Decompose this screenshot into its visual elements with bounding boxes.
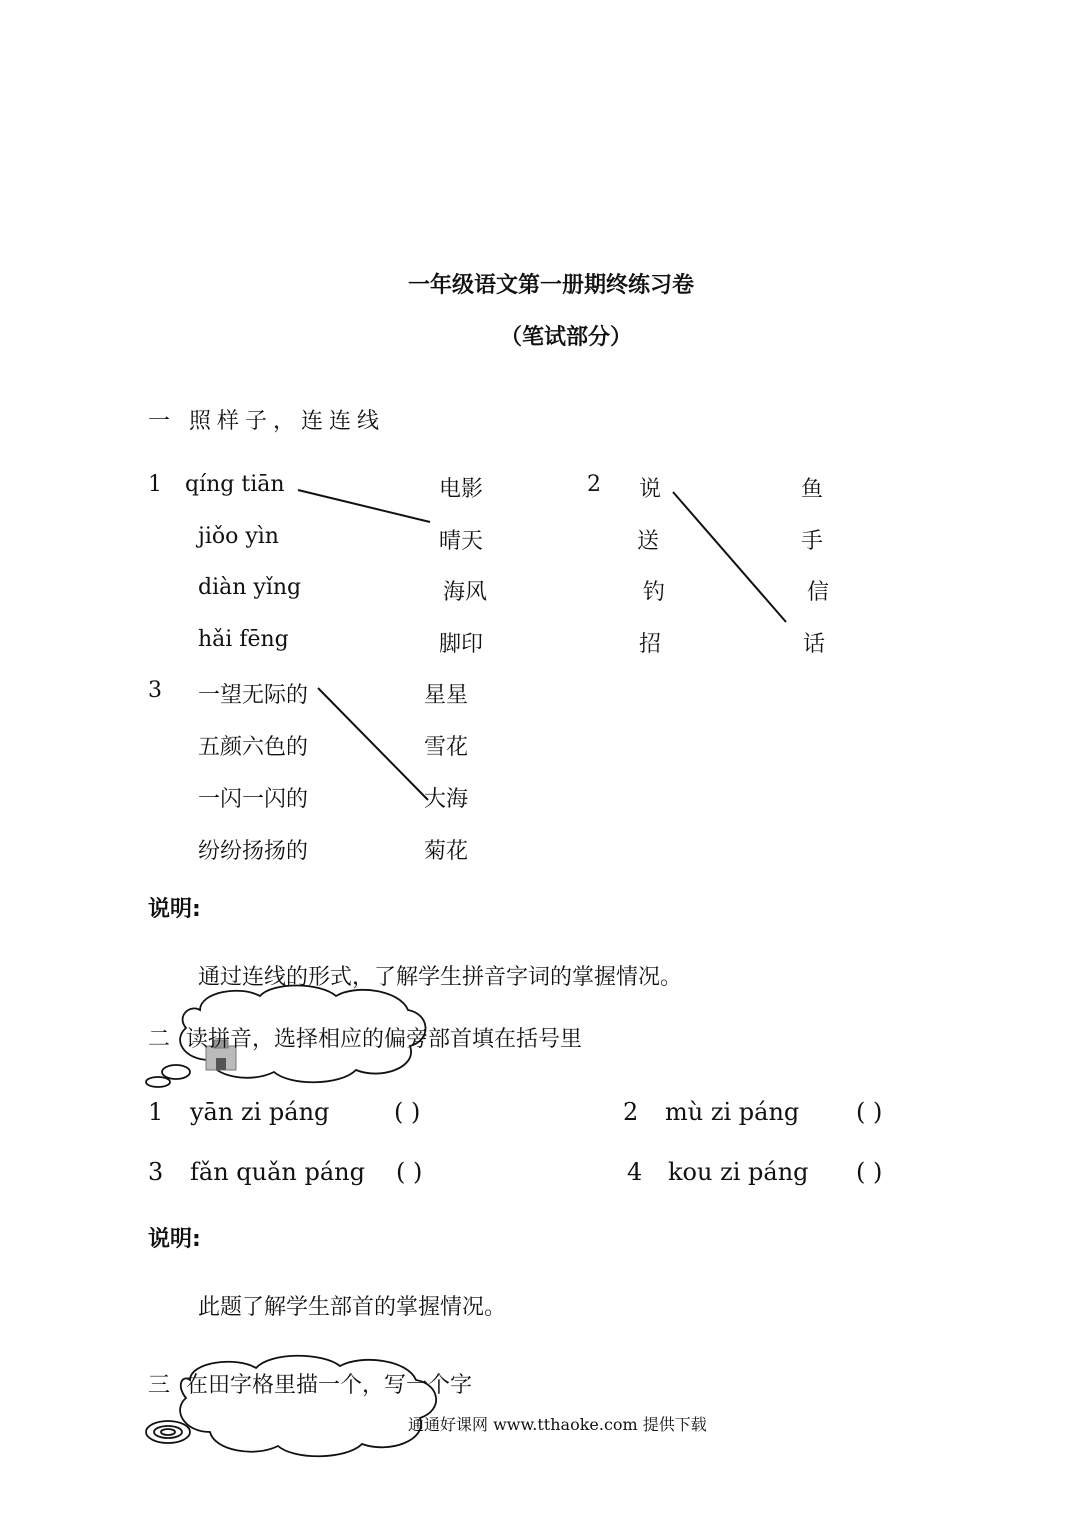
q2-right-3: 信: [807, 580, 830, 605]
s2-item1-text: yān zi páng: [190, 1098, 330, 1126]
q3-left-4: 纷纷扬扬的: [198, 839, 309, 864]
page-title: 一年级语文第一册期终练习卷: [408, 273, 695, 298]
q3-right-3: 大海: [424, 787, 469, 812]
q1-word-1: 电影: [439, 477, 484, 502]
section2-note-label: 说明:: [148, 1227, 201, 1252]
q1-pinyin-2: jiǒo yìn: [198, 524, 279, 549]
footer-credit: 通通好课网 www.tthaoke.com 提供下载: [408, 1415, 707, 1434]
s2-item1-number: 1: [148, 1098, 164, 1126]
q1-pinyin-3: diàn yǐng: [198, 575, 302, 600]
q2-right-4: 话: [803, 632, 826, 657]
s2-item3-text: fǎn quǎn páng: [190, 1158, 365, 1186]
section2-heading: 读拼音，选择相应的偏旁部首填在括号里: [186, 1027, 583, 1052]
match-line-1: [298, 490, 430, 522]
s2-item2-number: 2: [623, 1098, 639, 1126]
q2-right-2: 手: [801, 529, 824, 554]
section3-number: 三: [148, 1373, 171, 1398]
section2-note-text: 此题了解学生部首的掌握情况。: [198, 1295, 507, 1320]
q2-left-2: 送: [637, 529, 660, 554]
q3-left-3: 一闪一闪的: [198, 787, 309, 812]
q3-right-4: 菊花: [424, 839, 469, 864]
q3-left-1: 一望无际的: [198, 683, 309, 708]
section2-number: 二: [148, 1027, 171, 1052]
q2-number: 2: [587, 472, 601, 497]
q2-left-3: 钓: [643, 580, 666, 605]
s2-item4-number: 4: [627, 1158, 643, 1186]
match-line-2: [673, 492, 786, 622]
q1-word-2: 晴天: [439, 529, 484, 554]
q1-number: 1: [148, 472, 162, 497]
q1-pinyin-1: qíng tiān: [185, 472, 285, 497]
s2-item2-blank[interactable]: ( ): [856, 1098, 883, 1126]
page-subtitle: （笔试部分）: [500, 325, 633, 350]
q1-pinyin-4: hǎi fēng: [198, 627, 289, 652]
s2-item3-blank[interactable]: ( ): [396, 1158, 423, 1186]
q3-right-1: 星星: [424, 683, 469, 708]
s2-item1-blank[interactable]: ( ): [394, 1098, 421, 1126]
match-line-3: [318, 688, 428, 800]
q3-left-2: 五颜六色的: [198, 735, 309, 760]
q2-left-4: 招: [639, 632, 662, 657]
section3-heading: 在田字格里描一个，写一个字: [186, 1373, 473, 1398]
s2-item4-blank[interactable]: ( ): [856, 1158, 883, 1186]
q1-word-3: 海风: [443, 580, 488, 605]
section1-note-text: 通过连线的形式，了解学生拼音字词的掌握情况。: [198, 965, 683, 990]
section1-note-label: 说明:: [148, 897, 201, 922]
q2-right-1: 鱼: [801, 477, 824, 502]
s2-item3-number: 3: [148, 1158, 164, 1186]
s2-item2-text: mù zi páng: [665, 1098, 800, 1126]
q1-word-4: 脚印: [439, 632, 484, 657]
q2-left-1: 说: [639, 477, 662, 502]
q3-number: 3: [148, 678, 162, 703]
s2-item4-text: kou zi páng: [668, 1158, 809, 1186]
section1-heading: 一 照样子，连连线: [148, 409, 385, 434]
q3-right-2: 雪花: [424, 735, 469, 760]
